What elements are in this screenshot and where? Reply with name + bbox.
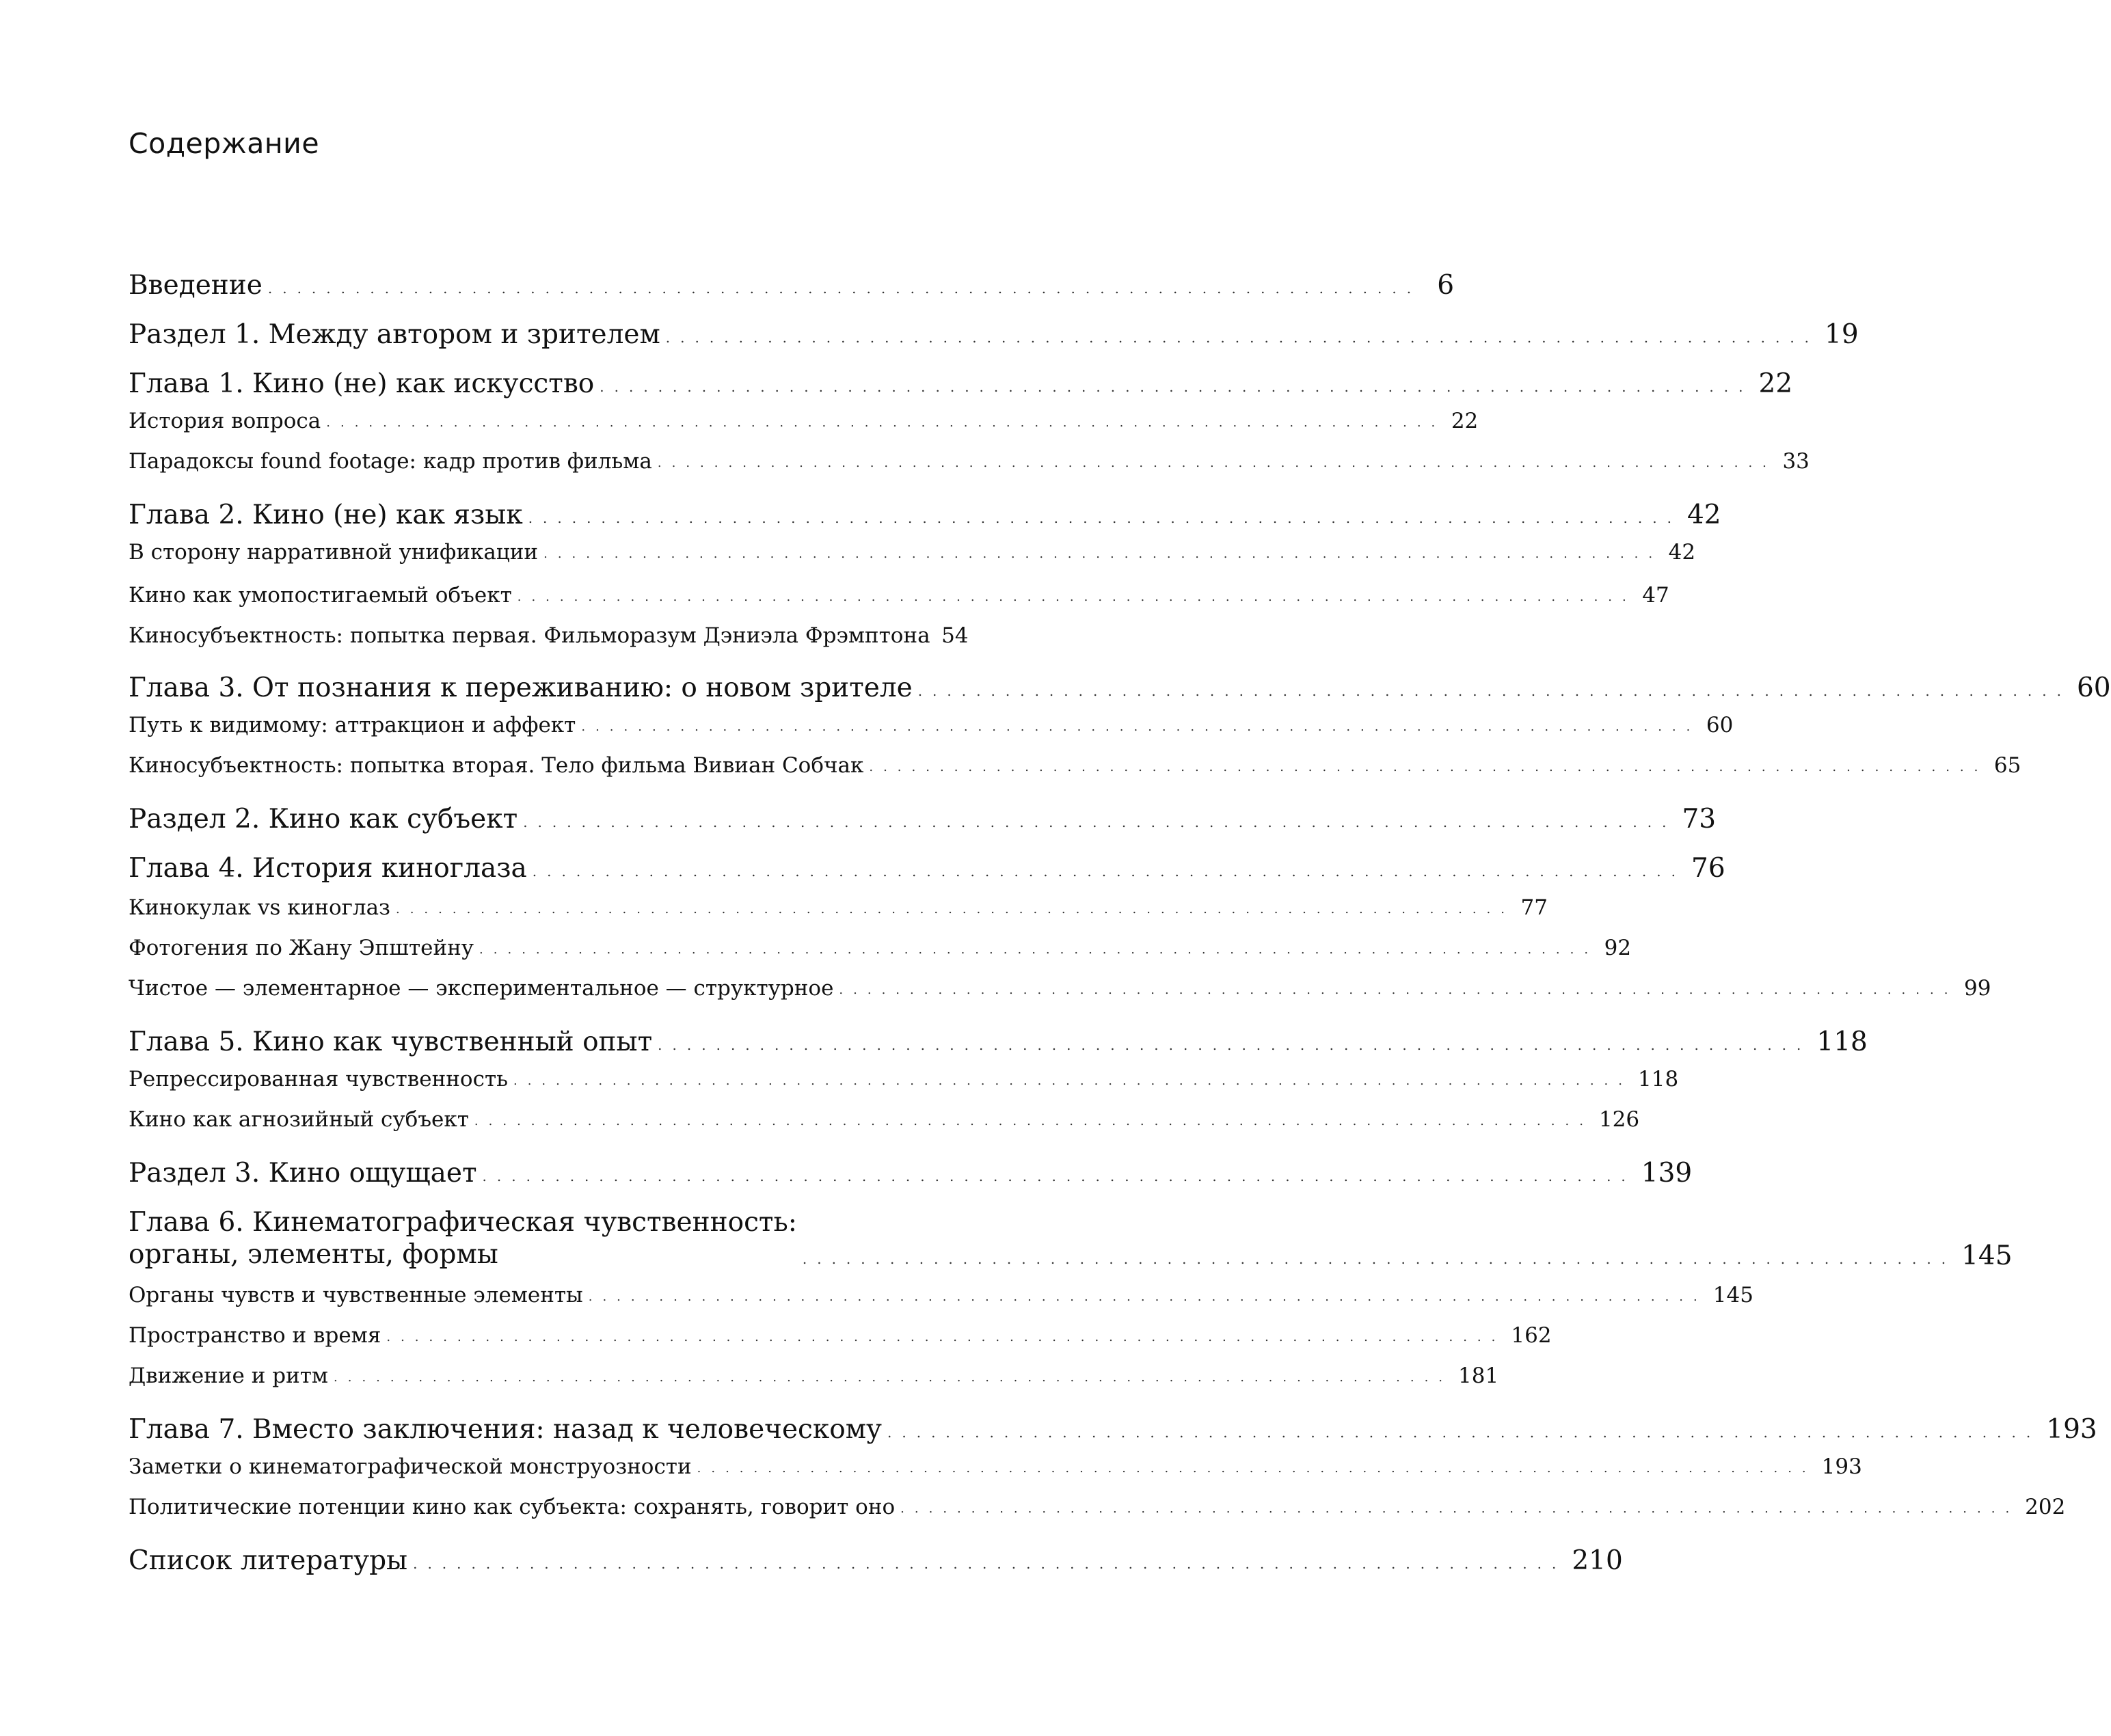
toc-entry-page: 65: [1993, 753, 2021, 778]
toc-entry-label: Фотогения по Жану Эпштейну: [129, 936, 474, 960]
toc-entry-page: 76: [1691, 853, 1725, 884]
toc-entry-page: 118: [1638, 1067, 1679, 1091]
dot-leader: ...............................................................................: [532, 863, 1686, 880]
toc-entry-label: Глава 4. История киноглаза: [129, 853, 527, 884]
toc-entry[interactable]: [129, 976, 1991, 1001]
dot-leader: ...............................................................................: [479, 942, 1599, 957]
dot-leader: ...............................................................................: [386, 1330, 1506, 1344]
dot-leader: ...............................................................................: [900, 1502, 2020, 1516]
toc-entry[interactable]: [129, 623, 969, 648]
toc-entry-label: Политические потенции кино как субъекта: сохранять, говорит оно: [129, 1495, 896, 1519]
dot-leader: ...............................................................................: [517, 590, 1637, 604]
toc-entry[interactable]: [129, 1207, 2013, 1271]
toc-entry[interactable]: [129, 753, 2021, 778]
toc-entry-page: 22: [1451, 409, 1479, 433]
toc-entry-page: 19: [1825, 319, 1859, 350]
toc-entry[interactable]: [129, 1283, 1753, 1307]
dot-leader: ...............................................................................: [413, 1556, 1567, 1572]
toc-entry-page: 60: [2076, 673, 2111, 703]
dot-leader: ...............................................................................: [917, 683, 2071, 699]
toc-entry-label: В сторону нарративной унификации: [129, 540, 539, 565]
toc-entry-label: Движение и ритм: [129, 1364, 328, 1388]
dot-leader: ...............................................................................: [869, 760, 1989, 774]
toc-entry-label: Раздел 2. Кино как субъект: [129, 804, 518, 835]
toc-entry[interactable]: [129, 1545, 1623, 1576]
dot-leader: ...............................................................................: [887, 1424, 2041, 1441]
toc-entry-page: 6: [1437, 270, 1455, 301]
toc-entry-page: 99: [1963, 976, 1991, 1001]
toc-entry[interactable]: [129, 319, 1859, 350]
toc-entry-page: 181: [1458, 1364, 1499, 1388]
toc-entry-page: 42: [1668, 540, 1696, 565]
toc-entry-page: 33: [1782, 449, 1810, 474]
toc-entry-label: Пространство и время: [129, 1323, 381, 1348]
toc-entry-label: Киносубъектность: попытка вторая. Тело фильма Вивиан Собчак: [129, 753, 864, 778]
dot-leader: ...............................................................................: [581, 720, 1701, 734]
toc-entry-label: Чистое — элементарное — экспериментальное — структурное: [129, 976, 834, 1001]
toc-entry-page: 145: [1712, 1283, 1753, 1307]
toc-entry-label: Органы чувств и чувственные элементы: [129, 1283, 583, 1307]
dot-leader: ...............................................................................: [482, 1168, 1636, 1184]
toc-entry-page: 92: [1604, 936, 1632, 960]
toc-entry-page: 162: [1511, 1323, 1552, 1348]
dot-leader: ...............................................................................: [839, 983, 1959, 997]
dot-leader: ...............................................................................: [395, 902, 1515, 917]
toc-entry-page: 54: [941, 623, 969, 648]
dot-leader: ...............................................................................: [513, 1074, 1632, 1088]
toc-entry-label: Заметки о кинематографической монструозности: [129, 1454, 692, 1479]
dot-leader: ...............................................................................: [267, 280, 1422, 297]
dot-leader: ...............................................................................: [802, 1250, 1957, 1267]
toc-entry-label: Введение: [129, 270, 263, 301]
toc-entry-page: 126: [1598, 1107, 1640, 1132]
toc-entry-label-line2: органы, элементы, формы: [129, 1238, 498, 1270]
toc-entry[interactable]: [129, 409, 1479, 433]
toc-entry-label: Глава 1. Кино (не) как искусство: [129, 368, 595, 399]
toc-entry-label: Раздел 1. Между автором и зрителем: [129, 319, 660, 350]
dot-leader: ...............................................................................: [600, 379, 1753, 395]
toc-entry-page: 145: [1961, 1240, 2013, 1271]
toc-entry-label: [129, 1207, 797, 1271]
dot-leader: ...............................................................................: [697, 1461, 1816, 1476]
toc-entry-page: 193: [1821, 1454, 1862, 1479]
page-title: Содержание: [129, 127, 320, 160]
dot-leader: ...............................................................................: [474, 1114, 1594, 1128]
toc-entry[interactable]: [129, 853, 1725, 884]
toc-entry[interactable]: [129, 936, 1632, 960]
toc-entry-page: 60: [1706, 713, 1734, 737]
toc-entry-label: Глава 5. Кино как чувственный опыт: [129, 1027, 653, 1057]
toc-entry-label: Кино как умопостигаемый объект: [129, 583, 512, 608]
toc-entry-page: 42: [1686, 500, 1721, 530]
toc-entry-label: Глава 3. От познания к переживанию: о новом зрителе: [129, 673, 913, 703]
toc-entry-label-line1: Глава 6. Кинематографическая чувственность:: [129, 1207, 797, 1238]
toc-entry-label: Парадоксы found footage: кадр против фильма: [129, 449, 652, 474]
toc-entry[interactable]: [129, 713, 1734, 737]
toc-entry-page: 73: [1682, 804, 1717, 835]
toc-entry-page: 47: [1642, 583, 1669, 608]
toc-entry-page: 202: [2025, 1495, 2066, 1519]
toc-entry-page: 22: [1758, 368, 1793, 399]
toc-entry[interactable]: [129, 500, 1721, 530]
toc-entry[interactable]: [129, 673, 2111, 703]
dot-leader: ...............................................................................: [543, 547, 1663, 561]
toc-entry-page: 193: [2046, 1414, 2097, 1445]
toc-entry-page: 77: [1520, 895, 1548, 920]
dot-leader: ...............................................................................: [334, 1370, 1453, 1385]
toc-entry-label: Кинокулак vs киноглаз: [129, 895, 390, 920]
toc-entry[interactable]: [129, 540, 1696, 565]
toc-entry[interactable]: [129, 270, 1455, 301]
toc-entry[interactable]: [129, 1364, 1499, 1388]
toc-entry[interactable]: [129, 1454, 1862, 1479]
toc-entry[interactable]: [129, 1323, 1552, 1348]
toc-entry-page: 139: [1641, 1158, 1693, 1189]
toc-entry-page: 210: [1572, 1545, 1623, 1576]
toc-entry-label: Путь к видимому: аттракцион и аффект: [129, 713, 576, 737]
dot-leader: ...............................................................................: [657, 456, 1777, 470]
dot-leader: ...............................................................................: [523, 814, 1677, 830]
toc-entry-label: Раздел 3. Кино ощущает: [129, 1158, 477, 1189]
toc-entry[interactable]: [129, 895, 1548, 920]
toc-entry[interactable]: [129, 1495, 2066, 1519]
dot-leader: ...............................................................................: [658, 1037, 1812, 1053]
toc-entry-page: 118: [1816, 1027, 1868, 1057]
toc-entry-label: Киносубъектность: попытка первая. Фильморазум Дэниэла Фрэмптона: [129, 623, 930, 648]
toc-entry-label: Репрессированная чувственность: [129, 1067, 508, 1091]
dot-leader: ...............................................................................: [528, 510, 1682, 526]
dot-leader: ...............................................................................: [588, 1290, 1708, 1304]
dot-leader: ...............................................................................: [665, 329, 1820, 346]
toc-entry-label: Кино как агнозийный субъект: [129, 1107, 469, 1132]
toc-entry-label: Список литературы: [129, 1545, 408, 1576]
toc-entry[interactable]: [129, 1067, 1679, 1091]
toc-entry-label: Глава 7. Вместо заключения: назад к человеческому: [129, 1414, 882, 1445]
toc-entry[interactable]: [129, 804, 1717, 835]
toc-entry-label: Глава 2. Кино (не) как язык: [129, 500, 523, 530]
toc-entry[interactable]: [129, 583, 1669, 608]
toc-entry[interactable]: [129, 1107, 1640, 1132]
dot-leader: ...............................................................................: [326, 416, 1446, 430]
toc-entry[interactable]: [129, 1158, 1693, 1189]
toc-entry-label: История вопроса: [129, 409, 321, 433]
toc-entry[interactable]: [129, 368, 1793, 399]
toc-entry[interactable]: [129, 1027, 1868, 1057]
toc-entry[interactable]: [129, 1414, 2097, 1445]
toc-entry[interactable]: [129, 449, 1810, 474]
